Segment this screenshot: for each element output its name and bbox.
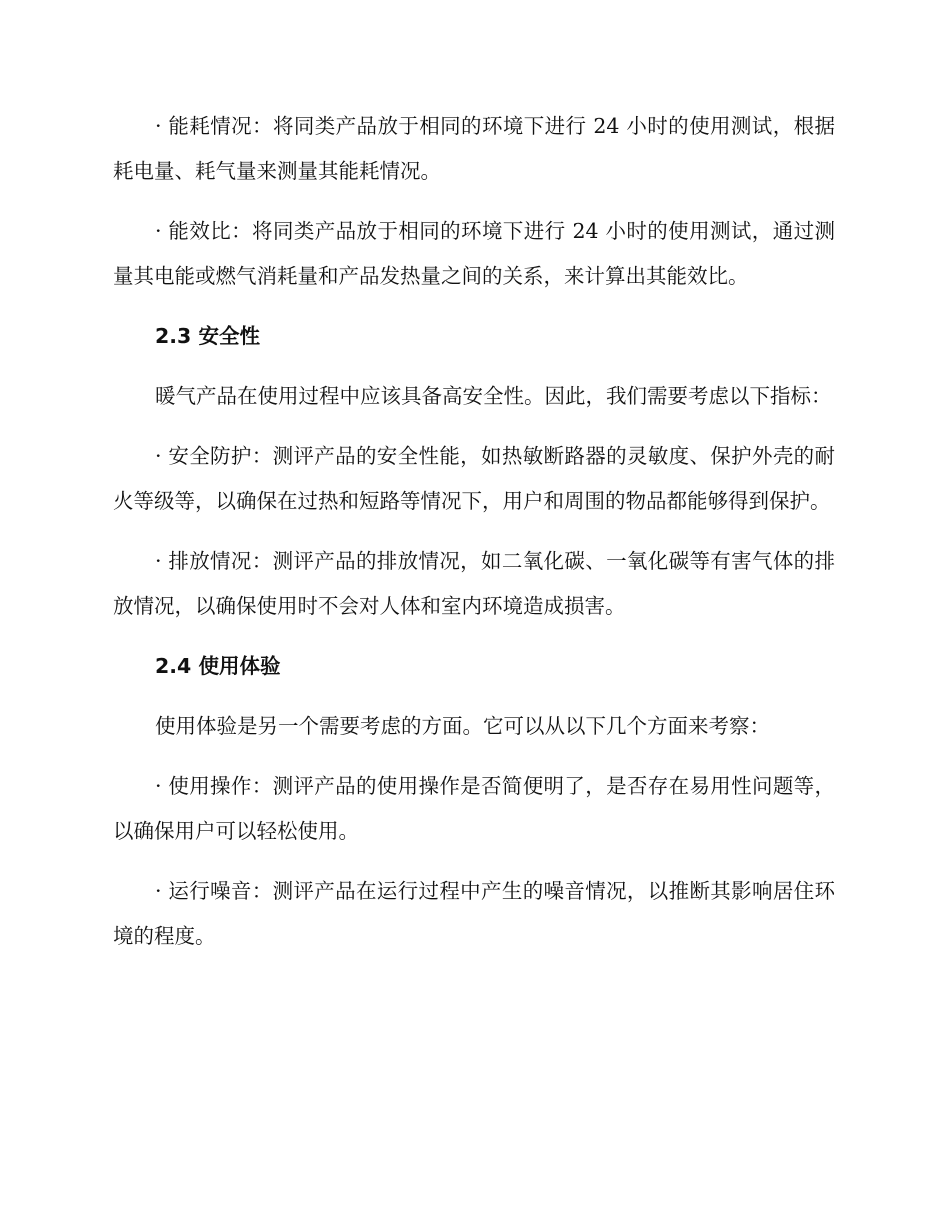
- paragraph-energy-efficiency: · 能效比：将同类产品放于相同的环境下进行 24 小时的使用测试，通过测量其电能或燃气消耗量和产品发热量之间的关系，来计算出其能效比。: [113, 219, 835, 288]
- paragraph-safety-protection: · 安全防护：测评产品的安全性能，如热敏断路器的灵敏度、保护外壳的耐火等级等，以确保在过热和短路等情况下，用户和周围的物品都能够得到保护。: [113, 444, 835, 513]
- section-heading-safety: 2.3 安全性: [155, 324, 260, 348]
- section-heading-user-experience: 2.4 使用体验: [155, 654, 281, 678]
- document-body: [113, 104, 835, 974]
- paragraph-safety-intro: 暖气产品在使用过程中应该具备高安全性。因此，我们需要考虑以下指标：: [155, 384, 832, 408]
- paragraph-emissions: · 排放情况：测评产品的排放情况，如二氧化碳、一氧化碳等有害气体的排放情况，以确保使用时不会对人体和室内环境造成损害。: [113, 549, 835, 618]
- paragraph-noise: · 运行噪音：测评产品在运行过程中产生的噪音情况，以推断其影响居住环境的程度。: [113, 879, 835, 948]
- paragraph-energy-consumption: · 能耗情况：将同类产品放于相同的环境下进行 24 小时的使用测试，根据耗电量、耗气量来测量其能耗情况。: [113, 114, 835, 183]
- paragraph-user-experience-intro: 使用体验是另一个需要考虑的方面。它可以从以下几个方面来考察：: [155, 714, 770, 738]
- paragraph-operation: · 使用操作：测评产品的使用操作是否简便明了，是否存在易用性问题等，以确保用户可以轻松使用。: [113, 774, 835, 843]
